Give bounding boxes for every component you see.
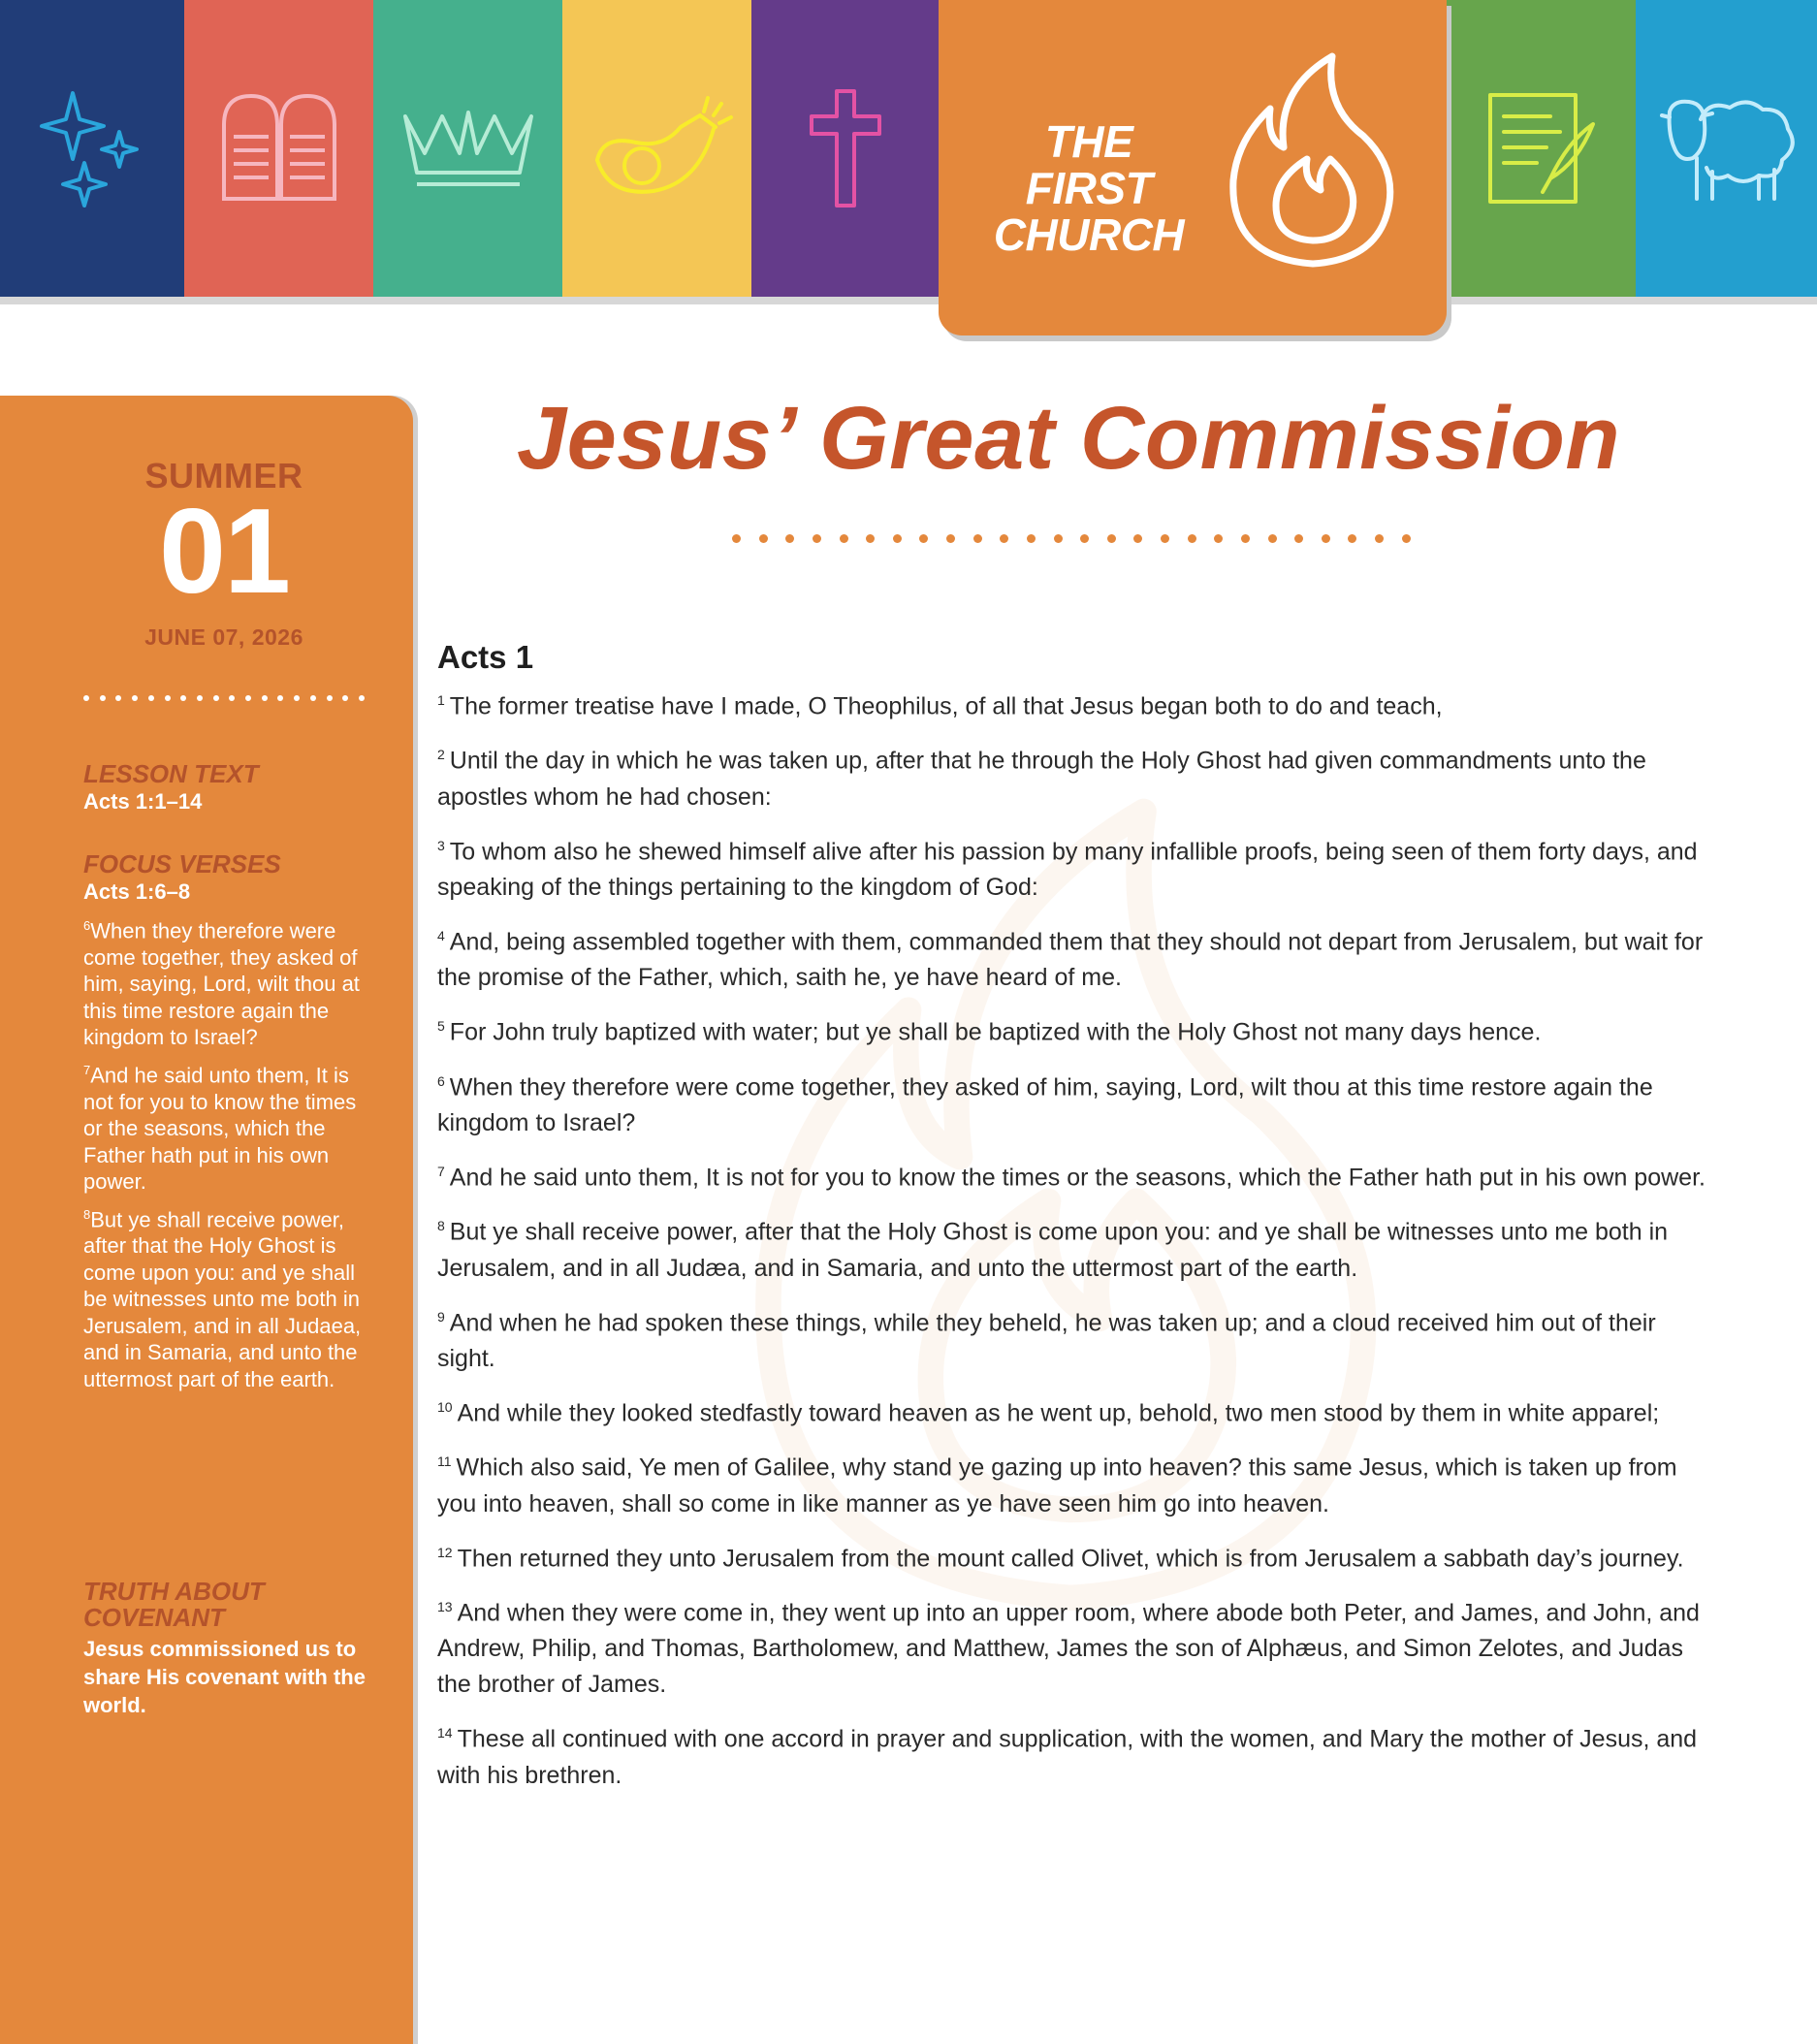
verse-number: 8	[83, 1206, 91, 1222]
stripe-sheep	[1636, 0, 1817, 297]
verse-text: Until the day in which he was taken up, after that he through the Holy Ghost had given commandments unto the apostles whom he had chosen:	[437, 747, 1646, 811]
verse	[437, 683, 1717, 724]
verse	[437, 1444, 1717, 1521]
verse-number: 9	[437, 1308, 445, 1325]
title-dot-divider	[732, 531, 1411, 545]
stripe-tablets	[184, 0, 373, 297]
verse-text: Which also said, Ye men of Galilee, why stand ye gazing up into heaven? this same Jesus, which is taken up from you into heaven, shall so come in like manner as ye have seen him go into heaven.	[437, 1453, 1677, 1517]
verse-number: 14	[437, 1725, 453, 1741]
verse-text: These all continued with one accord in prayer and supplication, with the women, and Mary the mother of Jesus, and with his brethren.	[437, 1725, 1698, 1789]
truth-block	[83, 1579, 374, 1719]
verse-number: 11	[437, 1453, 452, 1470]
verse-text: Then returned they unto Jerusalem from the mount called Olivet, which is from Jerusalem a sabbath day’s journey.	[457, 1544, 1684, 1572]
stripe-cross	[751, 0, 939, 297]
verse-number: 12	[437, 1544, 453, 1560]
tablets-icon	[216, 90, 342, 207]
verse-text: But ye shall receive power, after that the Holy Ghost is come upon you: and ye shall be witnesses unto me both in Jerusalem, and in all Judaea, and in Samaria, and unto the uttermost part of the earth.	[83, 1206, 362, 1391]
verse	[437, 1008, 1717, 1050]
verse	[437, 1715, 1717, 1793]
verse	[437, 918, 1717, 996]
horn-icon	[580, 90, 735, 207]
verse-text: When they therefore were come together, they asked of him, saying, Lord, wilt thou at this time restore again the kingdom to Israel?	[83, 918, 360, 1050]
lesson-number: 01	[159, 485, 289, 619]
verse-text: And, being assembled together with them, commanded them that they should not depart from Jerusalem, but wait for the promise of the Father, which, saith he, ye have heard of me.	[437, 928, 1704, 992]
focus-verse	[83, 1201, 374, 1393]
verse	[437, 737, 1717, 814]
verse-number: 8	[437, 1218, 445, 1234]
focus-verses-label: FOCUS VERSES	[83, 849, 281, 878]
verse	[437, 1208, 1717, 1286]
verse-number: 13	[437, 1598, 453, 1614]
chapter-heading: Acts 1	[437, 639, 534, 675]
focus-verses-block	[83, 851, 374, 1392]
truth-text: Jesus commissioned us to share His covenant with the world.	[83, 1637, 366, 1717]
lesson-text-block	[83, 761, 374, 816]
verse	[437, 1589, 1717, 1703]
page-title: Jesus’ Great Commission	[516, 389, 1621, 488]
verse	[437, 1535, 1717, 1577]
verse-number: 6	[437, 1072, 445, 1089]
lesson-text-ref: Acts 1:1–14	[83, 789, 203, 814]
sparkles-icon	[34, 85, 150, 211]
lesson-text-label: LESSON TEXT	[83, 759, 259, 788]
brand-name	[977, 118, 1200, 258]
verse-text: And while they looked stedfastly toward heaven as he went up, behold, two men stood by them in white apparel;	[457, 1399, 1660, 1427]
verse-number: 2	[437, 747, 445, 763]
verse-text: And when he had spoken these things, while they beheld, he was taken up; and a cloud received him out of their sight.	[437, 1308, 1656, 1372]
verse	[437, 1064, 1717, 1141]
verse	[437, 1154, 1717, 1196]
verse-number: 4	[437, 927, 445, 943]
verse-text: To whom also he shewed himself alive after his passion by many infallible proofs, being seen of them forty days, and speaking of the things pertaining to the kingdom of God:	[437, 837, 1698, 901]
verse-number: 3	[437, 837, 445, 853]
verse-number: 5	[437, 1018, 445, 1035]
verse-number: 10	[437, 1398, 453, 1415]
cross-icon	[802, 85, 889, 211]
stripe-scroll	[1447, 0, 1636, 297]
verse-number: 1	[437, 692, 445, 708]
stripe-horn	[562, 0, 751, 297]
verse-text: When they therefore were come together, they asked of him, saying, Lord, wilt thou at this time restore again the kingdom to Israel?	[437, 1072, 1653, 1136]
focus-verses-ref: Acts 1:6–8	[83, 879, 191, 904]
brand-line-2: CHURCH	[993, 209, 1185, 260]
verse	[437, 1299, 1717, 1377]
verse	[437, 828, 1717, 906]
verse-text: And he said unto them, It is not for you to know the times or the seasons, which the Father hath put in his own power.	[449, 1164, 1705, 1192]
scroll-quill-icon	[1479, 85, 1605, 211]
flame-icon	[1220, 50, 1404, 273]
verse-text: And he said unto them, It is not for you to know the times or the seasons, which the Father hath put in his own power.	[83, 1063, 357, 1195]
verse-number: 6	[83, 918, 91, 933]
focus-verse	[83, 1057, 374, 1196]
stripe-crown	[373, 0, 562, 297]
scripture-text	[437, 683, 1717, 1806]
verse-text: But ye shall receive power, after that the Holy Ghost is come upon you: and ye shall be witnesses unto me both in Jerusalem, and in all Judæa, and in Samaria, and unto the uttermost part of the earth.	[437, 1218, 1669, 1282]
verse-text: For John truly baptized with water; but ye shall be baptized with the Holy Ghost not many days hence.	[449, 1018, 1542, 1046]
verse	[437, 1389, 1717, 1431]
header-band	[0, 0, 1817, 339]
brand-line-1: THE FIRST	[1025, 116, 1153, 213]
lesson-date: JUNE 07, 2026	[144, 624, 303, 650]
lesson-season: SUMMER	[144, 456, 303, 495]
header-divider	[0, 297, 1817, 304]
stripe-sparkles	[0, 0, 184, 297]
focus-verse	[83, 912, 374, 1051]
verse-text: The former treatise have I made, O Theophilus, of all that Jesus began both to do and teach,	[449, 692, 1443, 720]
sheep-icon	[1654, 90, 1800, 207]
verse-number: 7	[437, 1163, 445, 1179]
crown-icon	[396, 105, 541, 192]
sidebar-dot-divider	[83, 690, 365, 706]
verse-number: 7	[83, 1062, 91, 1077]
truth-label: TRUTH ABOUT COVENANT	[83, 1577, 265, 1632]
verse-text: And when they were come in, they went up into an upper room, where abode both Peter, and James, and John, and Andrew, Philip, and Thomas, Bartholomew, and Matthew, James the son of Alphæus, and Simon Zelotes, and Judas the brother of James.	[437, 1599, 1700, 1699]
